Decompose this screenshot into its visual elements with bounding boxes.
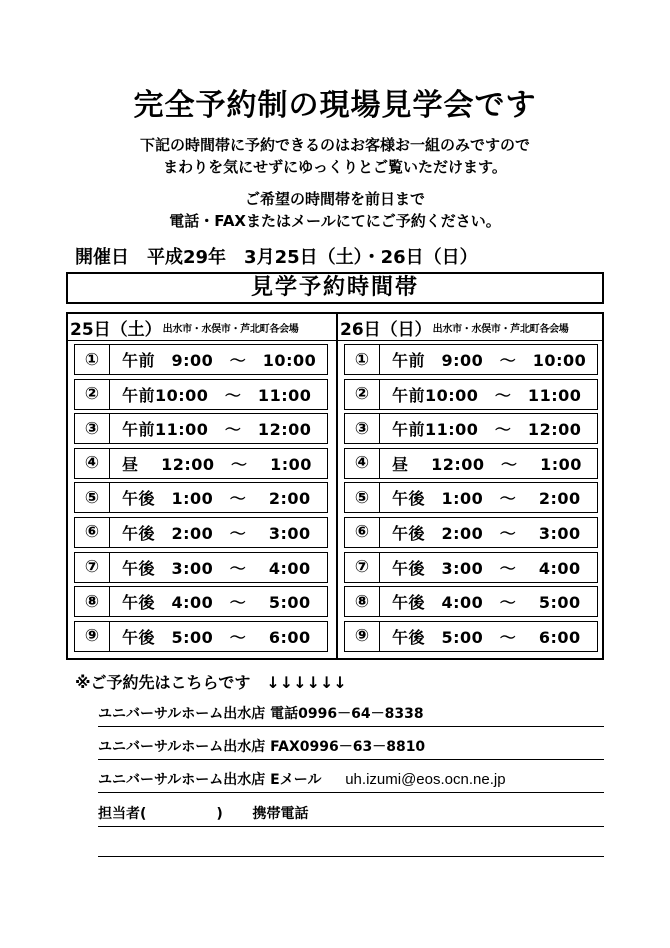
email-label: ユニバーサルホーム出水店 Eメール (98, 772, 322, 788)
contact-fax: ユニバーサルホーム出水店 FAX0996－63－8810 (98, 737, 604, 760)
contact-phone: ユニバーサルホーム出水店 電話0996－64－8338 (98, 704, 604, 727)
day-label: 26日（日） (340, 319, 432, 340)
slot-list (344, 344, 598, 655)
time-slot (344, 448, 598, 479)
time-slot (344, 413, 598, 444)
time-slot (344, 621, 598, 652)
time-slot (74, 448, 328, 479)
reservation-note: ※ご予約先はこちらです ↓↓↓↓↓↓ (75, 673, 347, 692)
day-header (68, 314, 336, 341)
slot-time: 午後 2:00 ～ 3:00 (392, 523, 581, 543)
slot-number: ① (75, 345, 110, 374)
blank-line (98, 836, 604, 857)
slot-time: 午前 9:00 ～ 10:00 (122, 351, 317, 370)
slot-number: ⑤ (75, 483, 110, 512)
time-slot (74, 413, 328, 444)
intro-block-2 (0, 188, 670, 232)
slot-time: 午前11:00 ～ 12:00 (392, 420, 582, 440)
slot-list (74, 344, 328, 655)
slot-time: 午後 3:00 ～ 4:00 (122, 558, 311, 578)
intro-line-4: 電話・FAXまたはメールにてにご予約ください。 (169, 212, 501, 230)
slot-time: 午前11:00 ～ 12:00 (122, 420, 312, 440)
time-slot (74, 517, 328, 548)
time-slot (74, 586, 328, 617)
day-header (338, 314, 604, 341)
slot-number: ③ (345, 414, 380, 443)
slot-number: ② (75, 380, 110, 409)
slot-time: 午後 4:00 ～ 5:00 (122, 593, 311, 613)
schedule-table (66, 312, 604, 660)
slot-number: ② (345, 380, 380, 409)
slot-time: 午後 5:00 ～ 6:00 (392, 627, 581, 647)
page-title: 完全予約制の現場見学会です (133, 88, 537, 123)
time-slot (74, 379, 328, 410)
time-slot (344, 517, 598, 548)
slot-time: 午後 5:00 ～ 6:00 (122, 627, 311, 647)
slot-time: 昼 12:00 ～ 1:00 (392, 454, 582, 474)
time-slot (74, 552, 328, 583)
slot-number: ① (345, 345, 380, 374)
schedule-title: 見学予約時間帯 (66, 272, 604, 304)
day-label: 25日（土） (70, 319, 162, 340)
time-slot (344, 344, 598, 375)
mobile-label: 携帯電話 (252, 806, 309, 822)
slot-number: ⑤ (345, 483, 380, 512)
time-slot (344, 586, 598, 617)
slot-number: ⑨ (75, 622, 110, 651)
slot-number: ③ (75, 414, 110, 443)
time-slot (74, 344, 328, 375)
venues-label: 出水市・水俣市・芦北町各会場 (432, 323, 569, 335)
slot-number: ⑨ (345, 622, 380, 651)
slot-number: ⑦ (75, 553, 110, 582)
slot-number: ⑧ (345, 587, 380, 616)
intro-block-1 (0, 134, 670, 178)
slot-time: 午後 2:00 ～ 3:00 (122, 523, 311, 543)
slot-number: ⑧ (75, 587, 110, 616)
contact-person-row (98, 804, 604, 827)
slot-time: 午前10:00 ～ 11:00 (392, 385, 582, 405)
time-slot (344, 379, 598, 410)
time-slot (74, 621, 328, 652)
intro-line-3: ご希望の時間帯を前日まで (244, 190, 425, 208)
slot-number: ⑥ (75, 518, 110, 547)
day-column-26 (336, 314, 604, 658)
event-dates: 開催日 平成29年 3月25日（土）・26日（日） (75, 247, 478, 268)
contact-email-row (98, 770, 604, 793)
slot-number: ④ (75, 449, 110, 478)
slot-time: 午後 1:00 ～ 2:00 (122, 489, 311, 509)
slot-time: 午後 1:00 ～ 2:00 (392, 489, 581, 509)
intro-line-1: 下記の時間帯に予約できるのはお客様お一組のみですので (139, 136, 530, 154)
person-label: 担当者( ) (98, 806, 223, 822)
day-column-25 (68, 314, 336, 647)
slot-time: 午前 9:00 ～ 10:00 (392, 351, 587, 370)
slot-time: 午後 3:00 ～ 4:00 (392, 558, 581, 578)
slot-time: 午前10:00 ～ 11:00 (122, 385, 312, 405)
time-slot (344, 552, 598, 583)
intro-line-2: まわりを気にせずにゆっくりとご覧いただけます。 (163, 158, 507, 176)
venues-label: 出水市・水俣市・芦北町各会場 (162, 323, 299, 335)
slot-time: 午後 4:00 ～ 5:00 (392, 593, 581, 613)
time-slot (74, 482, 328, 513)
slot-number: ④ (345, 449, 380, 478)
time-slot (344, 482, 598, 513)
email-address[interactable]: uh.izumi@eos.ocn.ne.jp (345, 771, 506, 788)
slot-number: ⑥ (345, 518, 380, 547)
slot-time: 昼 12:00 ～ 1:00 (122, 454, 312, 474)
slot-number: ⑦ (345, 553, 380, 582)
